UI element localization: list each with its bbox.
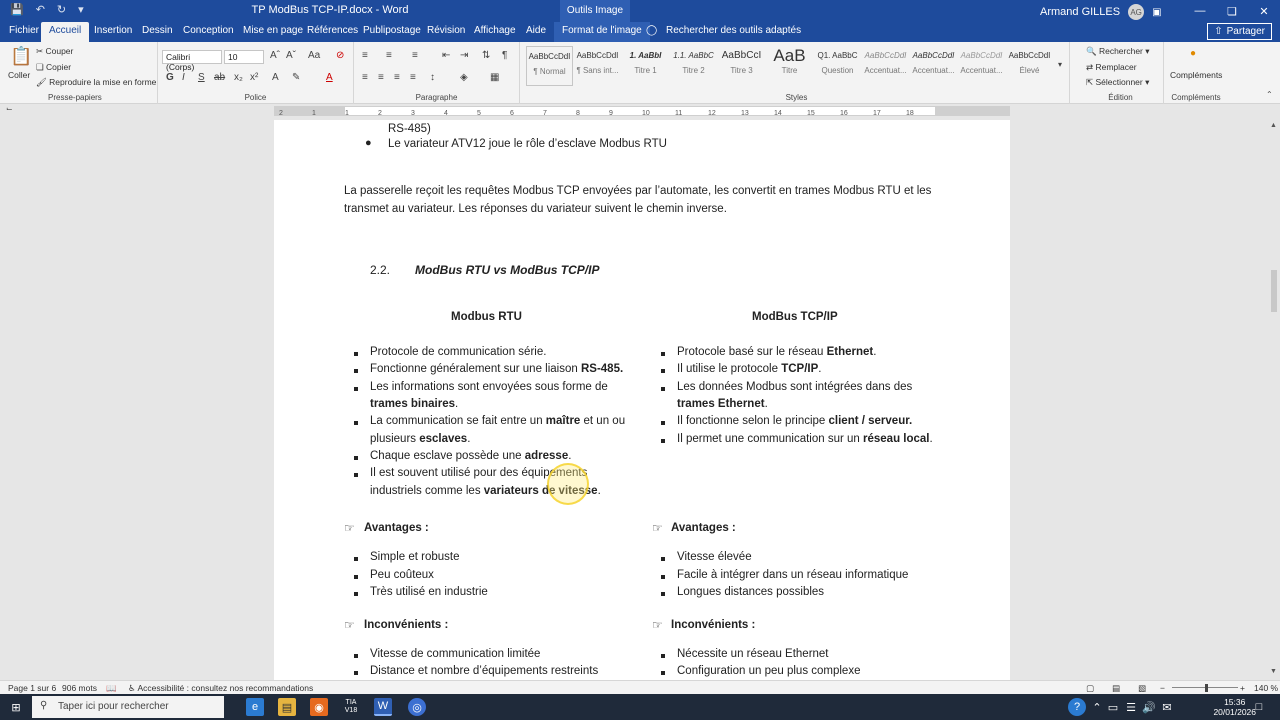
clipboard-label: Presse-papiers xyxy=(48,93,102,102)
horizontal-ruler[interactable] xyxy=(274,106,1010,116)
ruler-number: 13 xyxy=(741,110,749,117)
section-heading: ModBus RTU vs ModBus TCP/IP xyxy=(415,263,600,277)
clear-format-icon[interactable]: ⊘ xyxy=(336,50,345,61)
undo-icon[interactable]: ↶ xyxy=(35,4,45,16)
borders-icon[interactable]: ▦ xyxy=(490,72,500,83)
col1-dis-item: Distance et nombre d’équipements restreints xyxy=(370,665,599,677)
accessibility-status[interactable]: ♿ Accessibilité : consultez nos recommandations xyxy=(128,683,314,693)
subscript-icon[interactable]: x₂ xyxy=(234,72,243,83)
font-size-select[interactable]: 10 xyxy=(224,50,264,64)
increase-indent-icon[interactable]: ⇥ xyxy=(460,50,469,61)
file-explorer-icon[interactable]: ▤ xyxy=(278,698,296,716)
taskbar-search[interactable] xyxy=(32,696,224,718)
bullet-marker xyxy=(354,369,358,373)
zoom-out-icon[interactable]: − xyxy=(1160,683,1165,693)
tell-me-text: Rechercher des outils adaptés xyxy=(665,25,802,36)
page-count[interactable]: Page 1 sur 6 xyxy=(8,683,57,693)
tab-format-image[interactable]: Format de l'image xyxy=(554,22,650,42)
status-bar xyxy=(0,680,1280,694)
notifications-icon[interactable]: □ xyxy=(1255,701,1263,713)
addins-icon[interactable]: ● xyxy=(1190,48,1197,59)
styles-label: Styles xyxy=(785,93,808,102)
ruler-number: 7 xyxy=(543,110,547,117)
justify-icon[interactable]: ≡ xyxy=(410,72,416,83)
bullet-marker xyxy=(661,421,665,425)
lightbulb-icon: ◯ xyxy=(646,25,658,36)
ruler-number: 10 xyxy=(642,110,650,117)
style-title[interactable]: AaB Titre xyxy=(773,46,806,75)
bullet-marker xyxy=(661,439,665,443)
paste-icon[interactable]: 📋 xyxy=(10,46,33,66)
zoom-in-icon[interactable]: + xyxy=(1240,683,1245,693)
col2-dis-item: Nécessite un réseau Ethernet xyxy=(677,648,829,660)
col1-item-cont: trames binaires. xyxy=(370,398,459,410)
ruler-number: 14 xyxy=(774,110,782,117)
font-family-select[interactable]: Calibri (Corps) xyxy=(162,50,222,64)
col2-item: Il fonctionne selon le principe client / serveur. xyxy=(677,415,913,427)
bullet-marker xyxy=(354,592,358,596)
ruler-number: 3 xyxy=(411,110,415,117)
tab-publipostage[interactable]: Publipostage xyxy=(363,25,421,36)
styles-more-icon[interactable]: ▾ xyxy=(1058,60,1063,69)
highlight-icon[interactable]: ✎ xyxy=(292,72,301,83)
pointing-hand-icon: ☞ xyxy=(652,618,663,632)
editing-label: Édition xyxy=(1108,93,1133,102)
sort-icon[interactable]: ⇅ xyxy=(482,50,491,61)
zoom-level[interactable]: 140 % xyxy=(1254,683,1279,693)
word-icon[interactable]: W xyxy=(374,698,392,716)
tab-affichage[interactable]: Affichage xyxy=(474,25,516,36)
share-icon: ⇧ xyxy=(1214,26,1223,37)
text-effects-icon[interactable]: A xyxy=(272,72,279,83)
col1-item: La communication se fait entre un maître et un ou xyxy=(370,415,626,427)
font-color-icon[interactable]: A xyxy=(326,72,333,83)
word-count[interactable]: 906 mots xyxy=(62,683,97,693)
ruler-ticks xyxy=(275,107,1011,117)
col2-drawbacks-title: Inconvénients : xyxy=(671,619,756,631)
user-name: Armand GILLES xyxy=(1040,6,1121,18)
multilevel-list-icon[interactable]: ≡ xyxy=(412,50,418,61)
focus-mode-icon[interactable]: ▢ xyxy=(1086,683,1095,693)
col1-adv-item: Simple et robuste xyxy=(370,551,460,563)
search-icon: ⚲ xyxy=(40,700,48,711)
avatar: AG xyxy=(1128,4,1144,20)
title-bar xyxy=(0,0,1280,22)
language-icon[interactable]: ✉ xyxy=(1162,701,1172,714)
tab-revision[interactable]: Révision xyxy=(427,25,466,36)
pointing-hand-icon: ☞ xyxy=(344,521,355,535)
tab-references[interactable]: Références xyxy=(307,25,359,36)
ribbon xyxy=(0,42,1280,104)
ruler-number: 17 xyxy=(873,110,881,117)
col1-adv-item: Très utilisé en industrie xyxy=(370,586,488,598)
addins-label: Compléments xyxy=(1171,93,1221,102)
search-placeholder: Taper ici pour rechercher xyxy=(58,701,169,712)
col2-item: Il utilise le protocole TCP/IP. xyxy=(677,363,822,375)
col1-dis-item: Vitesse de communication limitée xyxy=(370,648,541,660)
bullet-marker xyxy=(661,671,665,675)
shrink-font-icon[interactable]: Aˇ xyxy=(286,50,296,61)
col2-adv-item: Facile à intégrer dans un réseau informatique xyxy=(677,569,909,581)
copy-button[interactable]: ❏ Copier xyxy=(36,62,72,72)
firefox-icon[interactable]: ◉ xyxy=(310,698,328,716)
bullet-marker xyxy=(354,654,358,658)
collapse-ribbon-icon[interactable]: ⌃ xyxy=(1266,90,1273,99)
underline-icon[interactable]: S xyxy=(198,72,205,83)
style-heading-1[interactable]: 1. AaBbI Titre 1 xyxy=(629,51,662,75)
col1-item: Fonctionne généralement sur une liaison RS-485. xyxy=(370,363,624,375)
editing-group xyxy=(1078,42,1164,104)
ruler-number: 1 xyxy=(345,110,349,117)
decrease-indent-icon[interactable]: ⇤ xyxy=(442,50,451,61)
bullet-atv12: Le variateur ATV12 joue le rôle d’esclave Modbus RTU xyxy=(388,138,667,150)
web-layout-icon[interactable]: ▧ xyxy=(1138,683,1147,693)
ruler-number: 12 xyxy=(708,110,716,117)
minimize-icon[interactable]: — xyxy=(1194,5,1206,17)
ruler-number: 11 xyxy=(675,110,683,117)
col1-item-cont: plusieurs esclaves. xyxy=(370,433,471,445)
bullet-marker xyxy=(661,654,665,658)
ribbon-display-icon[interactable]: ▣ xyxy=(1152,6,1162,18)
find-button[interactable]: 🔍 Rechercher ▾ xyxy=(1086,46,1150,56)
bullet-marker xyxy=(661,557,665,561)
tab-accueil[interactable]: Accueil xyxy=(41,22,89,42)
align-right-icon[interactable]: ≡ xyxy=(394,72,400,83)
font-label: Police xyxy=(244,93,267,102)
style-emphasis-1[interactable]: AaBbCcDdI Accentuat... xyxy=(864,51,907,75)
tab-dessin[interactable]: Dessin xyxy=(142,25,173,36)
styles-group xyxy=(524,42,1070,104)
tab-fichier[interactable]: Fichier xyxy=(9,25,40,36)
proofing-icon[interactable]: 📖 xyxy=(106,683,117,693)
align-left-icon[interactable]: ≡ xyxy=(362,72,368,83)
col2-adv-item: Longues distances possibles xyxy=(677,586,825,598)
strikethrough-icon[interactable]: ab xyxy=(214,72,226,83)
col2-advantages-title: Avantages : xyxy=(671,522,736,534)
ruler-number: 6 xyxy=(510,110,514,117)
col1-item: Protocole de communication série. xyxy=(370,346,547,358)
col1-item: Les informations sont envoyées sous forme de xyxy=(370,381,608,393)
bullet-marker xyxy=(661,352,665,356)
save-icon[interactable]: 💾 xyxy=(10,4,24,16)
italic-icon[interactable]: I xyxy=(182,72,185,83)
col2-adv-item: Vitesse élevée xyxy=(677,551,752,563)
help-icon[interactable]: ? xyxy=(1068,698,1086,716)
heading-number: 2.2. xyxy=(370,263,391,277)
context-tab-group: Outils Image xyxy=(560,0,630,22)
style-emphasis-2[interactable]: AaBbCcDdI Accentuat... xyxy=(912,51,955,75)
style-strong[interactable]: AaBbCcDdI Élevé xyxy=(1008,51,1051,75)
align-center-icon[interactable]: ≡ xyxy=(378,72,384,83)
bullet-marker xyxy=(661,575,665,579)
tell-me-box[interactable] xyxy=(646,25,801,36)
tia-portal-icon[interactable]: TIA V18 xyxy=(344,699,358,714)
tab-aide[interactable]: Aide xyxy=(526,25,547,36)
col1-item: Chaque esclave possède une adresse. xyxy=(370,450,572,462)
share-button[interactable] xyxy=(1207,23,1272,40)
app-icon[interactable]: ◎ xyxy=(408,698,426,716)
ruler-area xyxy=(0,104,1280,118)
style-no-spacing[interactable]: AaBbCcDdI ¶ Sans int... xyxy=(576,51,619,75)
bullet-marker xyxy=(354,473,358,477)
pointing-hand-icon: ☞ xyxy=(344,618,355,632)
print-layout-icon[interactable]: ▤ xyxy=(1112,683,1121,693)
col1-drawbacks-title: Inconvénients : xyxy=(364,619,449,631)
paragraph-line: La passerelle reçoit les requêtes Modbus TCP envoyées par l’automate, les convertit en trames Modbus RTU et les xyxy=(344,185,932,197)
clock-date: 20/01/2026 xyxy=(1213,707,1256,717)
paste-button[interactable]: Coller xyxy=(8,70,31,80)
bullet-marker xyxy=(661,592,665,596)
style-emphasis-3[interactable]: AaBbCcDdI Accentuat... xyxy=(960,51,1003,75)
share-label: Partager xyxy=(1226,26,1265,37)
grow-font-icon[interactable]: Aˆ xyxy=(270,50,280,61)
col2-dis-item: Configuration un peu plus complexe xyxy=(677,665,861,677)
bullet-marker xyxy=(354,352,358,356)
clock-time: 15:36 xyxy=(1224,697,1246,707)
col2-title: ModBus TCP/IP xyxy=(752,311,838,323)
scroll-up-icon[interactable]: ▲ xyxy=(1270,122,1277,129)
bullet-marker xyxy=(354,387,358,391)
format-painter-button[interactable]: 🖌 Reproduire la mise en forme xyxy=(36,77,157,87)
ruler-number: 9 xyxy=(609,110,613,117)
addins-group xyxy=(1164,42,1228,104)
bold-icon[interactable]: G xyxy=(166,72,174,83)
tray-chevron-icon[interactable]: ⌃ xyxy=(1092,701,1102,714)
bullet-marker xyxy=(354,557,358,561)
ruler-number: 1 xyxy=(312,110,316,117)
document-page[interactable] xyxy=(274,120,1010,680)
tab-conception[interactable]: Conception xyxy=(183,25,234,36)
pilcrow-icon[interactable]: ¶ xyxy=(502,50,508,61)
col1-advantages-title: Avantages : xyxy=(364,522,429,534)
windows-start-icon[interactable]: ⊞ xyxy=(11,701,21,714)
style-normal[interactable]: AaBbCcDdI ¶ Normal xyxy=(526,46,573,86)
col2-item: Protocole basé sur le réseau Ethernet. xyxy=(677,346,877,358)
bullet-marker: ● xyxy=(365,137,372,149)
restore-icon[interactable]: ❏ xyxy=(1227,5,1237,18)
change-case-icon[interactable]: Aa xyxy=(308,50,321,61)
superscript-icon[interactable]: x² xyxy=(250,72,259,83)
col2-item-cont: trames Ethernet. xyxy=(677,398,768,410)
addins-button[interactable]: Compléments xyxy=(1170,70,1223,80)
user-account[interactable] xyxy=(1040,4,1162,20)
bullet-marker xyxy=(661,387,665,391)
ribbon-tabs xyxy=(0,22,1280,42)
select-button[interactable]: ⇱ Sélectionner ▾ xyxy=(1086,77,1150,87)
redo-icon[interactable]: ↻ xyxy=(56,4,67,16)
network-icon[interactable]: ☰ xyxy=(1126,701,1136,714)
scroll-down-icon[interactable]: ▼ xyxy=(1270,668,1277,675)
cut-button[interactable]: ✂ Couper xyxy=(36,46,74,56)
vertical-scrollbar[interactable] xyxy=(1268,120,1280,680)
col2-item: Il permet une communication sur un réseau local. xyxy=(677,433,933,445)
font-group xyxy=(158,42,354,104)
col1-item: Il est souvent utilisé pour des équipements xyxy=(370,467,588,479)
bullets-icon[interactable]: ≡ xyxy=(362,50,368,61)
edge-icon[interactable]: e xyxy=(246,698,264,716)
list-continuation: RS-485) xyxy=(388,123,431,135)
pointing-hand-icon: ☞ xyxy=(652,521,663,535)
ruler-number: 2 xyxy=(279,110,283,117)
bullet-marker xyxy=(354,671,358,675)
bullet-marker xyxy=(354,456,358,460)
col1-adv-item: Peu coûteux xyxy=(370,569,434,581)
shading-icon[interactable]: ◈ xyxy=(460,72,468,83)
clipboard-group xyxy=(0,42,158,104)
tab-selector-icon[interactable]: ⌙ xyxy=(6,104,13,113)
ruler-number: 18 xyxy=(906,110,914,117)
bullet-marker xyxy=(661,369,665,373)
scroll-thumb[interactable] xyxy=(1271,270,1277,312)
battery-icon[interactable]: ▭ xyxy=(1107,701,1119,714)
tab-insertion[interactable]: Insertion xyxy=(94,25,133,36)
taskbar xyxy=(0,694,1280,720)
document-title: TP ModBus TCP-IP.docx - Word xyxy=(251,4,409,16)
paragraph-line: transmet au variateur. Les réponses du variateur suivent le chemin inverse. xyxy=(344,203,727,215)
volume-icon[interactable]: 🔊 xyxy=(1142,701,1156,714)
ruler-number: 2 xyxy=(378,110,382,117)
ruler-number: 16 xyxy=(840,110,848,117)
zoom-slider-thumb[interactable] xyxy=(1205,684,1208,692)
cursor-highlight xyxy=(547,463,589,505)
replace-button[interactable]: ⇄ Remplacer xyxy=(1086,62,1137,72)
col2-item: Les données Modbus sont intégrées dans des xyxy=(677,381,913,393)
bullet-marker xyxy=(354,421,358,425)
style-heading-3[interactable]: AaBbCcI Titre 3 xyxy=(721,50,762,75)
style-question[interactable]: Q1. AaBbC Question xyxy=(817,51,858,75)
ruler-number: 4 xyxy=(444,110,448,117)
paragraph-label: Paragraphe xyxy=(415,93,458,102)
ruler-number: 8 xyxy=(576,110,580,117)
paragraph-group xyxy=(354,42,520,104)
line-spacing-icon[interactable]: ↕ xyxy=(430,72,435,83)
ruler-number: 5 xyxy=(477,110,481,117)
col1-title: Modbus RTU xyxy=(451,311,522,323)
col1-item-cont: industriels comme les variateurs de vitesse. xyxy=(370,485,601,497)
ruler-number: 15 xyxy=(807,110,815,117)
customize-toolbar-icon[interactable]: ▾ xyxy=(78,4,84,16)
style-heading-2[interactable]: 1.1. AaBbC Titre 2 xyxy=(673,51,714,75)
numbering-icon[interactable]: ≡ xyxy=(386,50,392,61)
close-icon[interactable]: ✕ xyxy=(1259,5,1269,18)
tab-mise-en-page[interactable]: Mise en page xyxy=(243,25,304,36)
bullet-marker xyxy=(354,575,358,579)
